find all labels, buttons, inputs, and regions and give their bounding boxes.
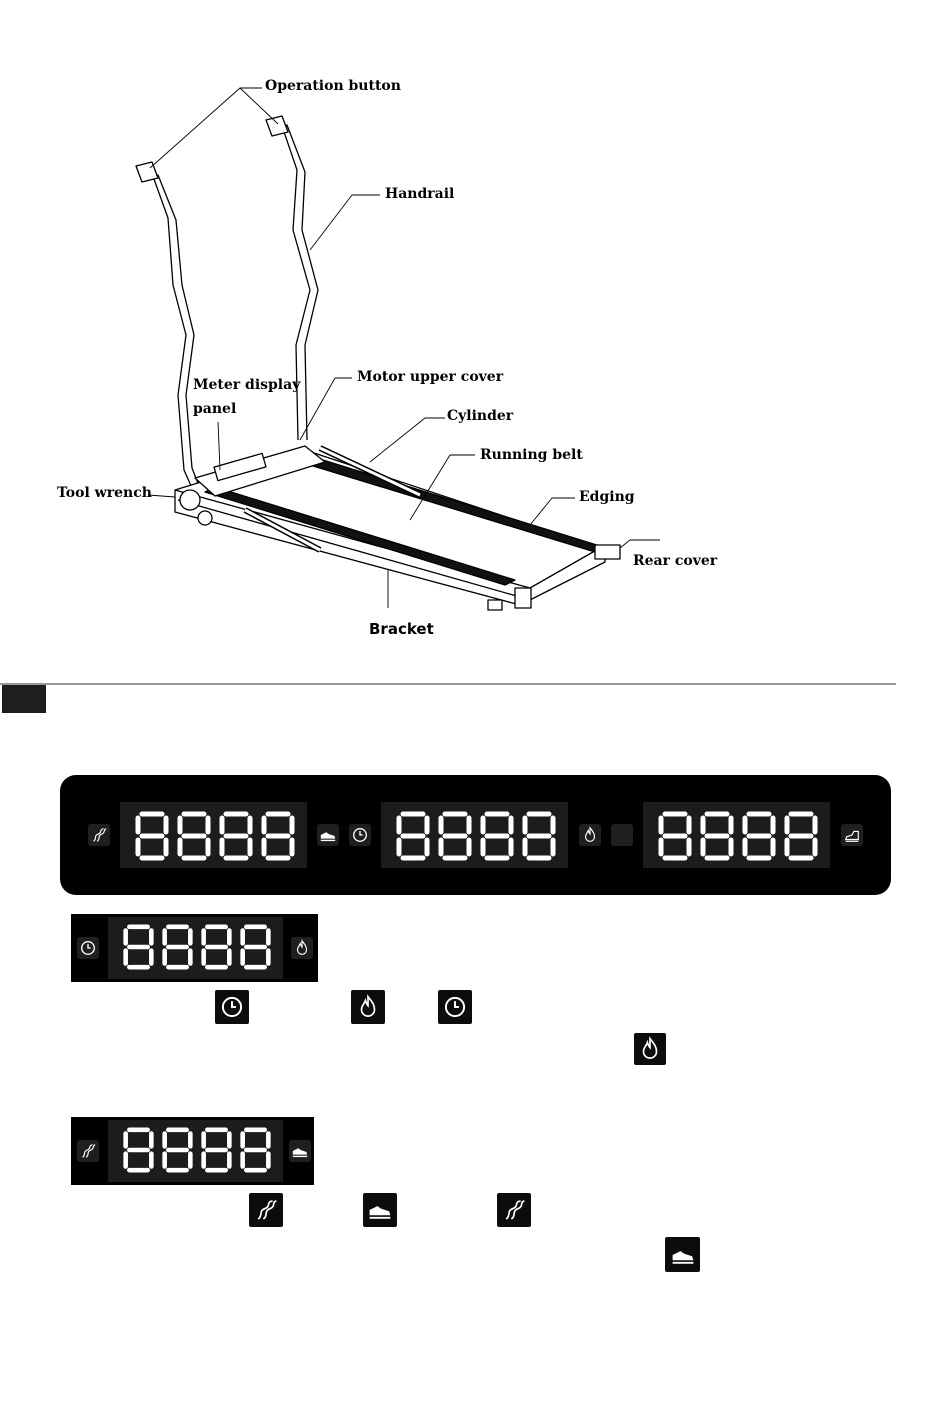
distance-steps-display xyxy=(71,1117,314,1185)
digits-3 xyxy=(657,810,819,862)
leader-cylinder xyxy=(370,418,445,462)
section-marker xyxy=(2,685,46,713)
left-operation-button xyxy=(136,162,158,182)
distance-icon xyxy=(249,1193,283,1227)
leader-motor-cover xyxy=(300,378,352,440)
calories-icon xyxy=(579,824,601,846)
time-icon xyxy=(215,990,249,1024)
label-running-belt: Running belt xyxy=(480,447,583,463)
time-icon xyxy=(349,824,371,846)
calories-icon xyxy=(351,990,385,1024)
leader-edging xyxy=(530,498,575,525)
label-meter-display: Meter display xyxy=(193,377,301,393)
leader-meter-panel xyxy=(218,422,220,470)
label-tool-wrench: Tool wrench xyxy=(57,485,152,501)
steps-icon xyxy=(289,1140,311,1162)
calories-icon xyxy=(291,937,313,959)
calories-icon xyxy=(634,1033,666,1065)
leader-operation-button xyxy=(150,88,278,168)
right-operation-button xyxy=(266,116,288,136)
rear-cover-block xyxy=(595,545,620,559)
time-calorie-display xyxy=(71,914,318,982)
steps-icon xyxy=(363,1193,397,1227)
time-icon xyxy=(77,937,99,959)
label-cylinder: Cylinder xyxy=(447,408,514,424)
display-panel xyxy=(60,775,891,895)
label-bracket: Bracket xyxy=(369,620,434,638)
segment-display-2 xyxy=(381,802,568,868)
distance-icon xyxy=(88,824,110,846)
label-edging: Edging xyxy=(579,489,635,505)
digits-1 xyxy=(134,810,296,862)
left-handrail xyxy=(138,168,192,488)
label-operation-button: Operation button xyxy=(265,78,401,94)
label-handrail: Handrail xyxy=(385,186,455,202)
leader-tool-wrench xyxy=(148,495,175,497)
distance-icon xyxy=(77,1140,99,1162)
segment-display-time xyxy=(108,917,283,979)
treadmill-diagram xyxy=(0,0,950,680)
label-rear-cover: Rear cover xyxy=(633,553,718,569)
leader-handrail xyxy=(310,195,380,250)
time-icon xyxy=(438,990,472,1024)
label-meter-display-panel: panel xyxy=(193,401,237,417)
blank-indicator xyxy=(611,824,633,846)
segment-display-distance xyxy=(108,1120,283,1182)
leader-rear-cover xyxy=(620,540,660,548)
distance-icon xyxy=(497,1193,531,1227)
steps-icon xyxy=(317,824,339,846)
section-divider xyxy=(0,683,896,685)
speed-icon xyxy=(841,824,863,846)
steps-icon xyxy=(665,1237,700,1272)
label-motor-upper-cover: Motor upper cover xyxy=(357,369,504,385)
segment-display-1 xyxy=(120,802,307,868)
digits-2 xyxy=(395,810,557,862)
segment-display-3 xyxy=(643,802,830,868)
